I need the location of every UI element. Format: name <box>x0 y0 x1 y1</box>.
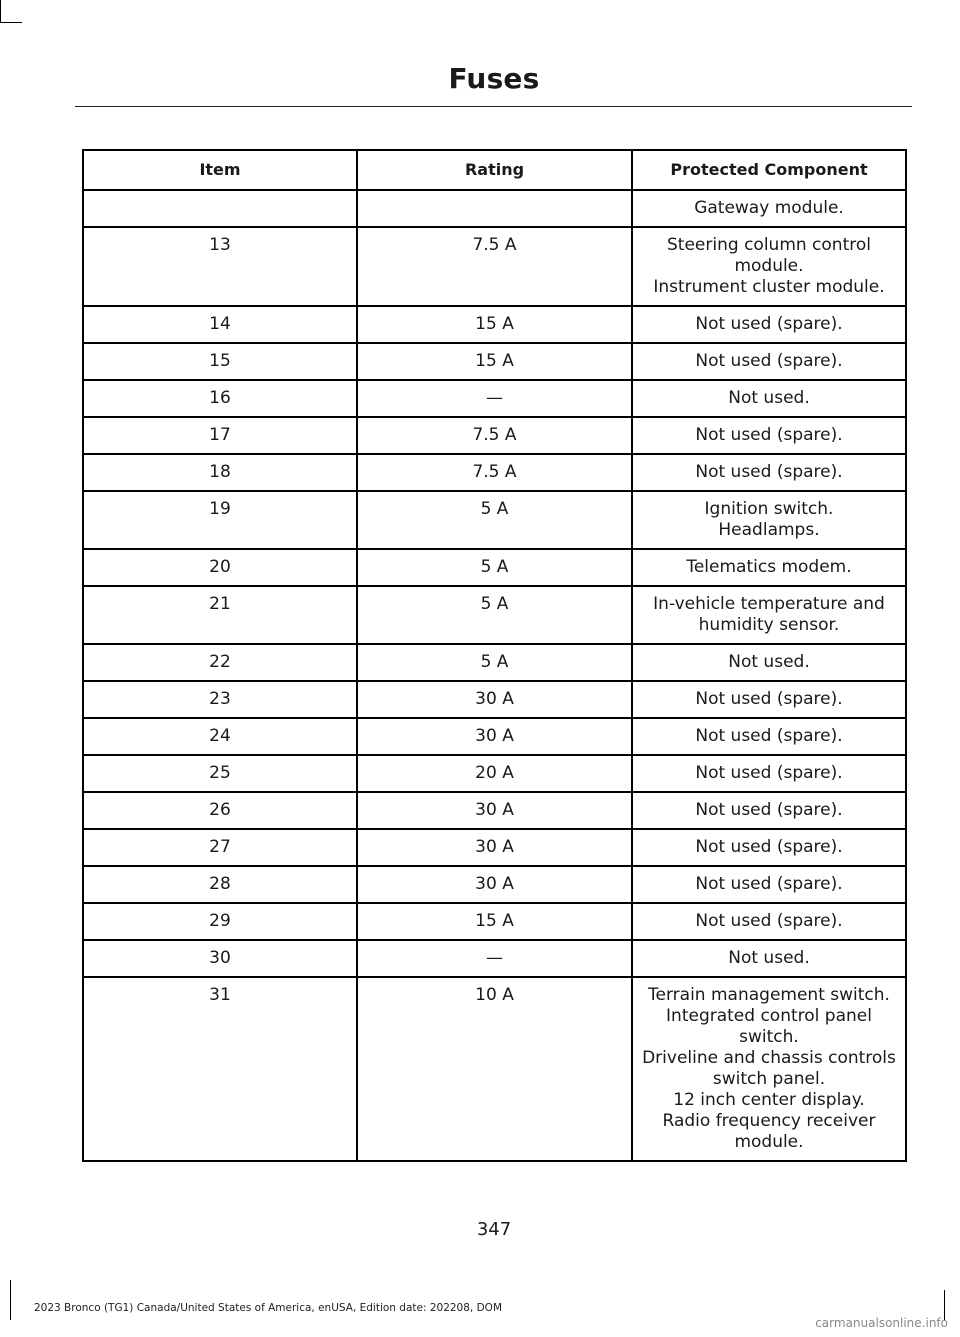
component-line: Not used (spare). <box>695 351 843 371</box>
component-line: Ignition switch. <box>704 499 834 519</box>
component-line: Headlamps. <box>718 520 820 540</box>
component-line: Radio frequency receiver module. <box>662 1111 876 1152</box>
table-row <box>83 549 906 586</box>
component-line: Driveline and chassis controls switch panel. <box>642 1048 896 1089</box>
component-line: Not used (spare). <box>695 800 843 820</box>
column-header-rating: Rating <box>357 150 632 190</box>
table-row <box>83 417 906 454</box>
cell-rating: 5 A <box>357 644 632 681</box>
fuse-table <box>82 149 907 1162</box>
crop-mark <box>0 0 1 22</box>
component-line: Instrument cluster module. <box>653 277 885 297</box>
cell-protected-component <box>632 829 906 866</box>
cell-rating: — <box>357 380 632 417</box>
table-row <box>83 343 906 380</box>
table-row <box>83 940 906 977</box>
cell-rating: — <box>357 940 632 977</box>
cell-item: 24 <box>83 718 357 755</box>
cell-protected-component <box>632 190 906 227</box>
table-row <box>83 491 906 549</box>
table-row <box>83 718 906 755</box>
component-line: Not used (spare). <box>695 763 843 783</box>
component-line: Not used. <box>728 652 810 672</box>
cell-rating: 30 A <box>357 866 632 903</box>
table-row <box>83 454 906 491</box>
component-line: Not used (spare). <box>695 462 843 482</box>
component-line: Not used (spare). <box>695 837 843 857</box>
title-divider <box>75 106 912 107</box>
page-title: Fuses <box>448 62 540 95</box>
table-row <box>83 306 906 343</box>
component-line: In-vehicle temperature and humidity sensor. <box>653 594 885 635</box>
table-row <box>83 866 906 903</box>
cell-rating: 5 A <box>357 549 632 586</box>
component-line: Not used (spare). <box>695 874 843 894</box>
table-row <box>83 644 906 681</box>
cell-item: 20 <box>83 549 357 586</box>
cell-item: 19 <box>83 491 357 549</box>
component-line: 12 inch center display. <box>673 1090 865 1110</box>
cell-protected-component <box>632 491 906 549</box>
component-line: Not used (spare). <box>695 911 843 931</box>
table-row <box>83 829 906 866</box>
table-body <box>83 190 906 1161</box>
component-line: Terrain management switch. <box>648 985 890 1005</box>
component-line: Not used (spare). <box>695 689 843 709</box>
cell-rating: 5 A <box>357 586 632 644</box>
cell-rating: 30 A <box>357 681 632 718</box>
table-row <box>83 227 906 306</box>
crop-mark <box>10 1280 11 1320</box>
cell-protected-component <box>632 940 906 977</box>
cell-protected-component <box>632 866 906 903</box>
cell-item: 17 <box>83 417 357 454</box>
cell-item: 15 <box>83 343 357 380</box>
cell-protected-component <box>632 792 906 829</box>
cell-protected-component <box>632 380 906 417</box>
component-line: Steering column control module. <box>667 235 871 276</box>
cell-rating: 30 A <box>357 792 632 829</box>
cell-item: 26 <box>83 792 357 829</box>
table-row <box>83 190 906 227</box>
cell-item: 22 <box>83 644 357 681</box>
cell-protected-component <box>632 549 906 586</box>
cell-protected-component <box>632 977 906 1161</box>
cell-item <box>83 190 357 227</box>
cell-protected-component <box>632 417 906 454</box>
cell-rating: 15 A <box>357 903 632 940</box>
table-header-row <box>83 150 906 190</box>
watermark: carmanualsonline.info <box>815 1316 948 1330</box>
page-number: 347 <box>476 1219 512 1240</box>
cell-item: 21 <box>83 586 357 644</box>
cell-protected-component <box>632 755 906 792</box>
cell-rating: 20 A <box>357 755 632 792</box>
cell-item: 23 <box>83 681 357 718</box>
component-line: Gateway module. <box>694 198 844 218</box>
cell-item: 18 <box>83 454 357 491</box>
cell-item: 27 <box>83 829 357 866</box>
cell-rating: 7.5 A <box>357 417 632 454</box>
component-line: Not used. <box>728 388 810 408</box>
cell-rating: 5 A <box>357 491 632 549</box>
column-header-item: Item <box>83 150 357 190</box>
cell-protected-component <box>632 644 906 681</box>
cell-rating <box>357 190 632 227</box>
table-row <box>83 380 906 417</box>
table-row <box>83 792 906 829</box>
table-row <box>83 903 906 940</box>
edition-footer: 2023 Bronco (TG1) Canada/United States of America, enUSA, Edition date: 202208, DOM <box>34 1302 503 1314</box>
component-line: Not used (spare). <box>695 726 843 746</box>
table-row <box>83 586 906 644</box>
cell-item: 14 <box>83 306 357 343</box>
cell-item: 28 <box>83 866 357 903</box>
cell-rating: 30 A <box>357 829 632 866</box>
cell-protected-component <box>632 903 906 940</box>
cell-rating: 15 A <box>357 343 632 380</box>
cell-item: 25 <box>83 755 357 792</box>
cell-protected-component <box>632 454 906 491</box>
cell-protected-component <box>632 343 906 380</box>
cell-protected-component <box>632 306 906 343</box>
table-row <box>83 681 906 718</box>
cell-rating: 30 A <box>357 718 632 755</box>
cell-item: 29 <box>83 903 357 940</box>
cell-protected-component <box>632 718 906 755</box>
cell-rating: 7.5 A <box>357 454 632 491</box>
cell-rating: 10 A <box>357 977 632 1161</box>
cell-item: 16 <box>83 380 357 417</box>
cell-rating: 15 A <box>357 306 632 343</box>
cell-protected-component <box>632 227 906 306</box>
table-row <box>83 977 906 1161</box>
cell-item: 30 <box>83 940 357 977</box>
column-header-protected-component: Protected Component <box>632 150 906 190</box>
component-line: Telematics modem. <box>686 557 852 577</box>
table-row <box>83 755 906 792</box>
component-line: Not used. <box>728 948 810 968</box>
component-line: Integrated control panel switch. <box>666 1006 872 1047</box>
component-line: Not used (spare). <box>695 425 843 445</box>
component-line: Not used (spare). <box>695 314 843 334</box>
cell-protected-component <box>632 681 906 718</box>
cell-protected-component <box>632 586 906 644</box>
cell-rating: 7.5 A <box>357 227 632 306</box>
cell-item: 13 <box>83 227 357 306</box>
cell-item: 31 <box>83 977 357 1161</box>
crop-mark <box>0 22 22 23</box>
